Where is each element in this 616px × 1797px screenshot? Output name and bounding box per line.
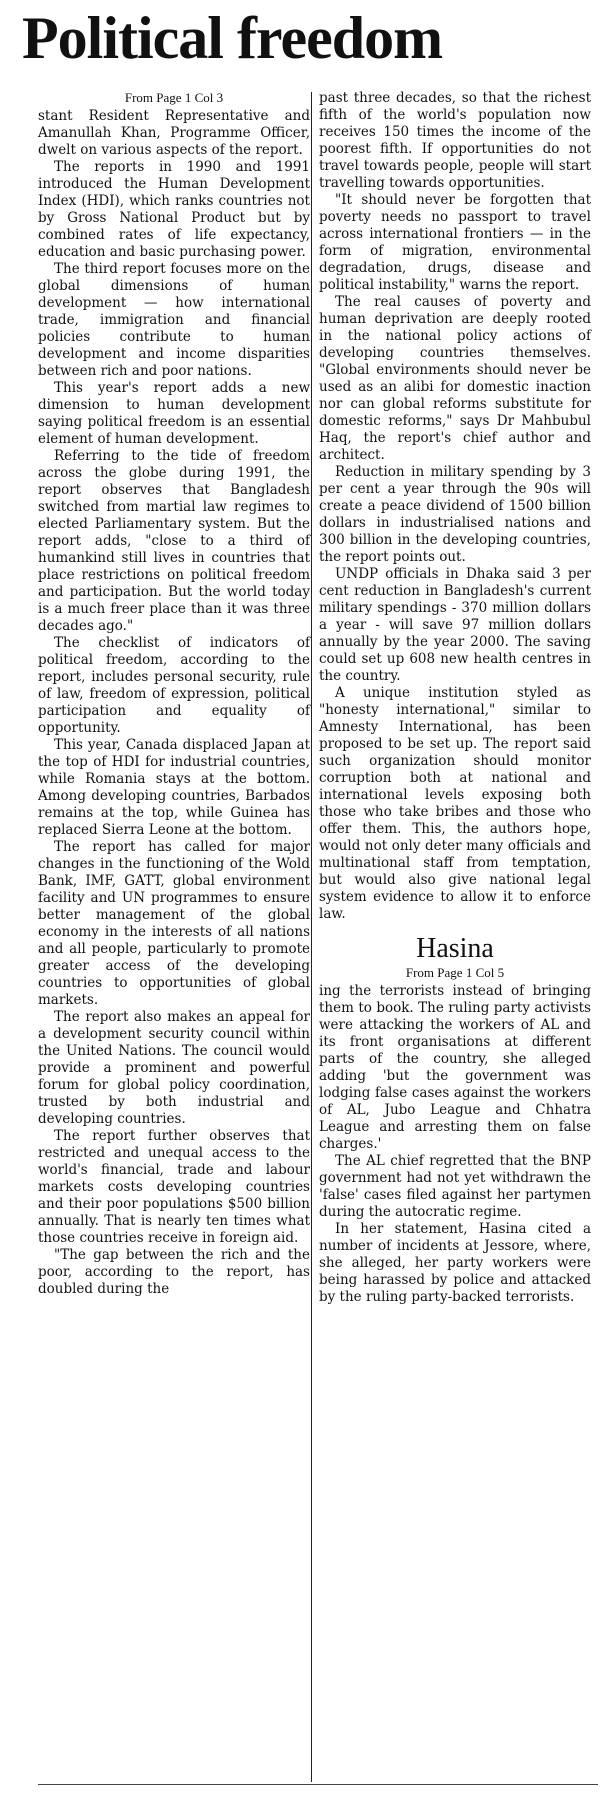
second-story-headline: Hasina	[416, 933, 494, 964]
paragraph: The checklist of indicators of political freedom, according to the report, includes personal security, rule of law, freedom of expression, political participation and equality of opportunity.	[38, 635, 310, 736]
column-divider	[311, 92, 312, 1782]
paragraph: UNDP officials in Dhaka said 3 per cent reduction in Bangladesh's current military spendings - 370 million dollars a year - will save 97 million dollars annually by the year 2000. The saving could set up 608 new health centres in the country.	[319, 566, 591, 684]
left-column	[38, 90, 310, 1298]
paragraph: In her statement, Hasina cited a number of incidents at Jessore, where, she alleged, her party workers were being harassed by police and attacked by the ruling party-backed terrorists.	[319, 1221, 591, 1305]
right-column	[319, 90, 591, 1306]
paragraph: past three decades, so that the richest fifth of the world's population now receives 150 times the income of the poorest fifth. If opportunities do not travel towards people, people will start travelling towards opportunities.	[319, 90, 591, 191]
paragraph: The report further observes that restricted and unequal access to the world's financial, trade and labour markets costs developing countries and their poor populations $500 billion annually. That is nearly ten times what those countries receive in foreign aid.	[38, 1128, 310, 1246]
paragraph: The real causes of poverty and human deprivation are deeply rooted in the national policy actions of developing countries themselves. "Global environments should never be used as an alibi for domestic inaction nor can global reforms substitute for domestic reforms," says Dr Mahbubul Haq, the report's chief author and architect.	[319, 294, 591, 463]
paragraph: The reports in 1990 and 1991 introduced the Human Development Index (HDI), which ranks countries not by Gross National Product but by combined rates of life expectancy, education and basic purchasing power.	[38, 159, 310, 260]
paragraph: Reduction in military spending by 3 per cent a year through the 90s will create a peace dividend of 1500 billion dollars in industrialised nations and 300 billion in the developing countries, the report points out.	[319, 464, 591, 565]
article-dateline: From Page 1 Col 3	[124, 90, 224, 105]
paragraph: "The gap between the rich and the poor, according to the report, has doubled during the	[38, 1247, 310, 1297]
paragraph: The report has called for major changes in the functioning of the Wold Bank, IMF, GATT, global environment facility and UN programmes to ensure better management of the global economy in the interests of all nations and all people, particularly to promote greater access of the developing countries to opportunities of global markets.	[38, 839, 310, 1008]
paragraph: The report also makes an appeal for a development security council within the United Nations. The council would provide a prominent and powerful forum for global policy coordination, trusted by both industrial and developing countries.	[38, 1009, 310, 1127]
second-story-dateline: From Page 1 Col 5	[405, 965, 505, 980]
paragraph: "It should never be forgotten that poverty needs no passport to travel across international frontiers — in the form of migration, environmental degradation, drugs, disease and political instability," warns the report.	[319, 192, 591, 293]
paragraph: The third report focuses more on the global dimensions of human development — how international trade, immigration and financial policies contribute to human development and income disparities between rich and poor nations.	[38, 261, 310, 379]
paragraph: A unique institution styled as "honesty international," similar to Amnesty International, has been proposed to be set up. The report said such organization should monitor corruption both at national and international levels exposing both those who take bribes and those who offer them. This, the authors hope, would not only deter many officials and multinational staff from temptation, but would also give national legal system evidence to allow it to enforce law.	[319, 685, 591, 922]
paragraph: This year's report adds a new dimension to human development saying political freedom is an essential element of human development.	[38, 380, 310, 447]
paragraph: stant Resident Representative and Amanullah Khan, Programme Officer, dwelt on various aspects of the report.	[38, 108, 310, 158]
paragraph: The AL chief regretted that the BNP government had not yet withdrawn the 'false' cases filed against her partymen during the autocratic regime.	[319, 1153, 591, 1220]
bottom-rule	[38, 1784, 598, 1785]
paragraph: This year, Canada displaced Japan at the top of HDI for industrial countries, while Romania stays at the bottom. Among developing countries, Barbados remains at the top, while Guinea has replaced Sierra Leone at the bottom.	[38, 737, 310, 838]
article-headline: Political freedom	[22, 5, 443, 71]
paragraph: Referring to the tide of freedom across the globe during 1991, the report observes that Bangladesh switched from martial law regimes to elected Parliamentary system. But the report adds, "close to a third of humankind still lives in countries that place restrictions on political freedom and participation. But the world today is a much freer place than it was three decades ago."	[38, 448, 310, 634]
paragraph: ing the terrorists instead of bringing them to book. The ruling party activists were attacking the workers of AL and its front organisations at different parts of the country, she alleged adding 'but the government was lodging false cases against the workers of AL, Jubo League and Chhatra League and arresting them on false charges.'	[319, 983, 591, 1152]
